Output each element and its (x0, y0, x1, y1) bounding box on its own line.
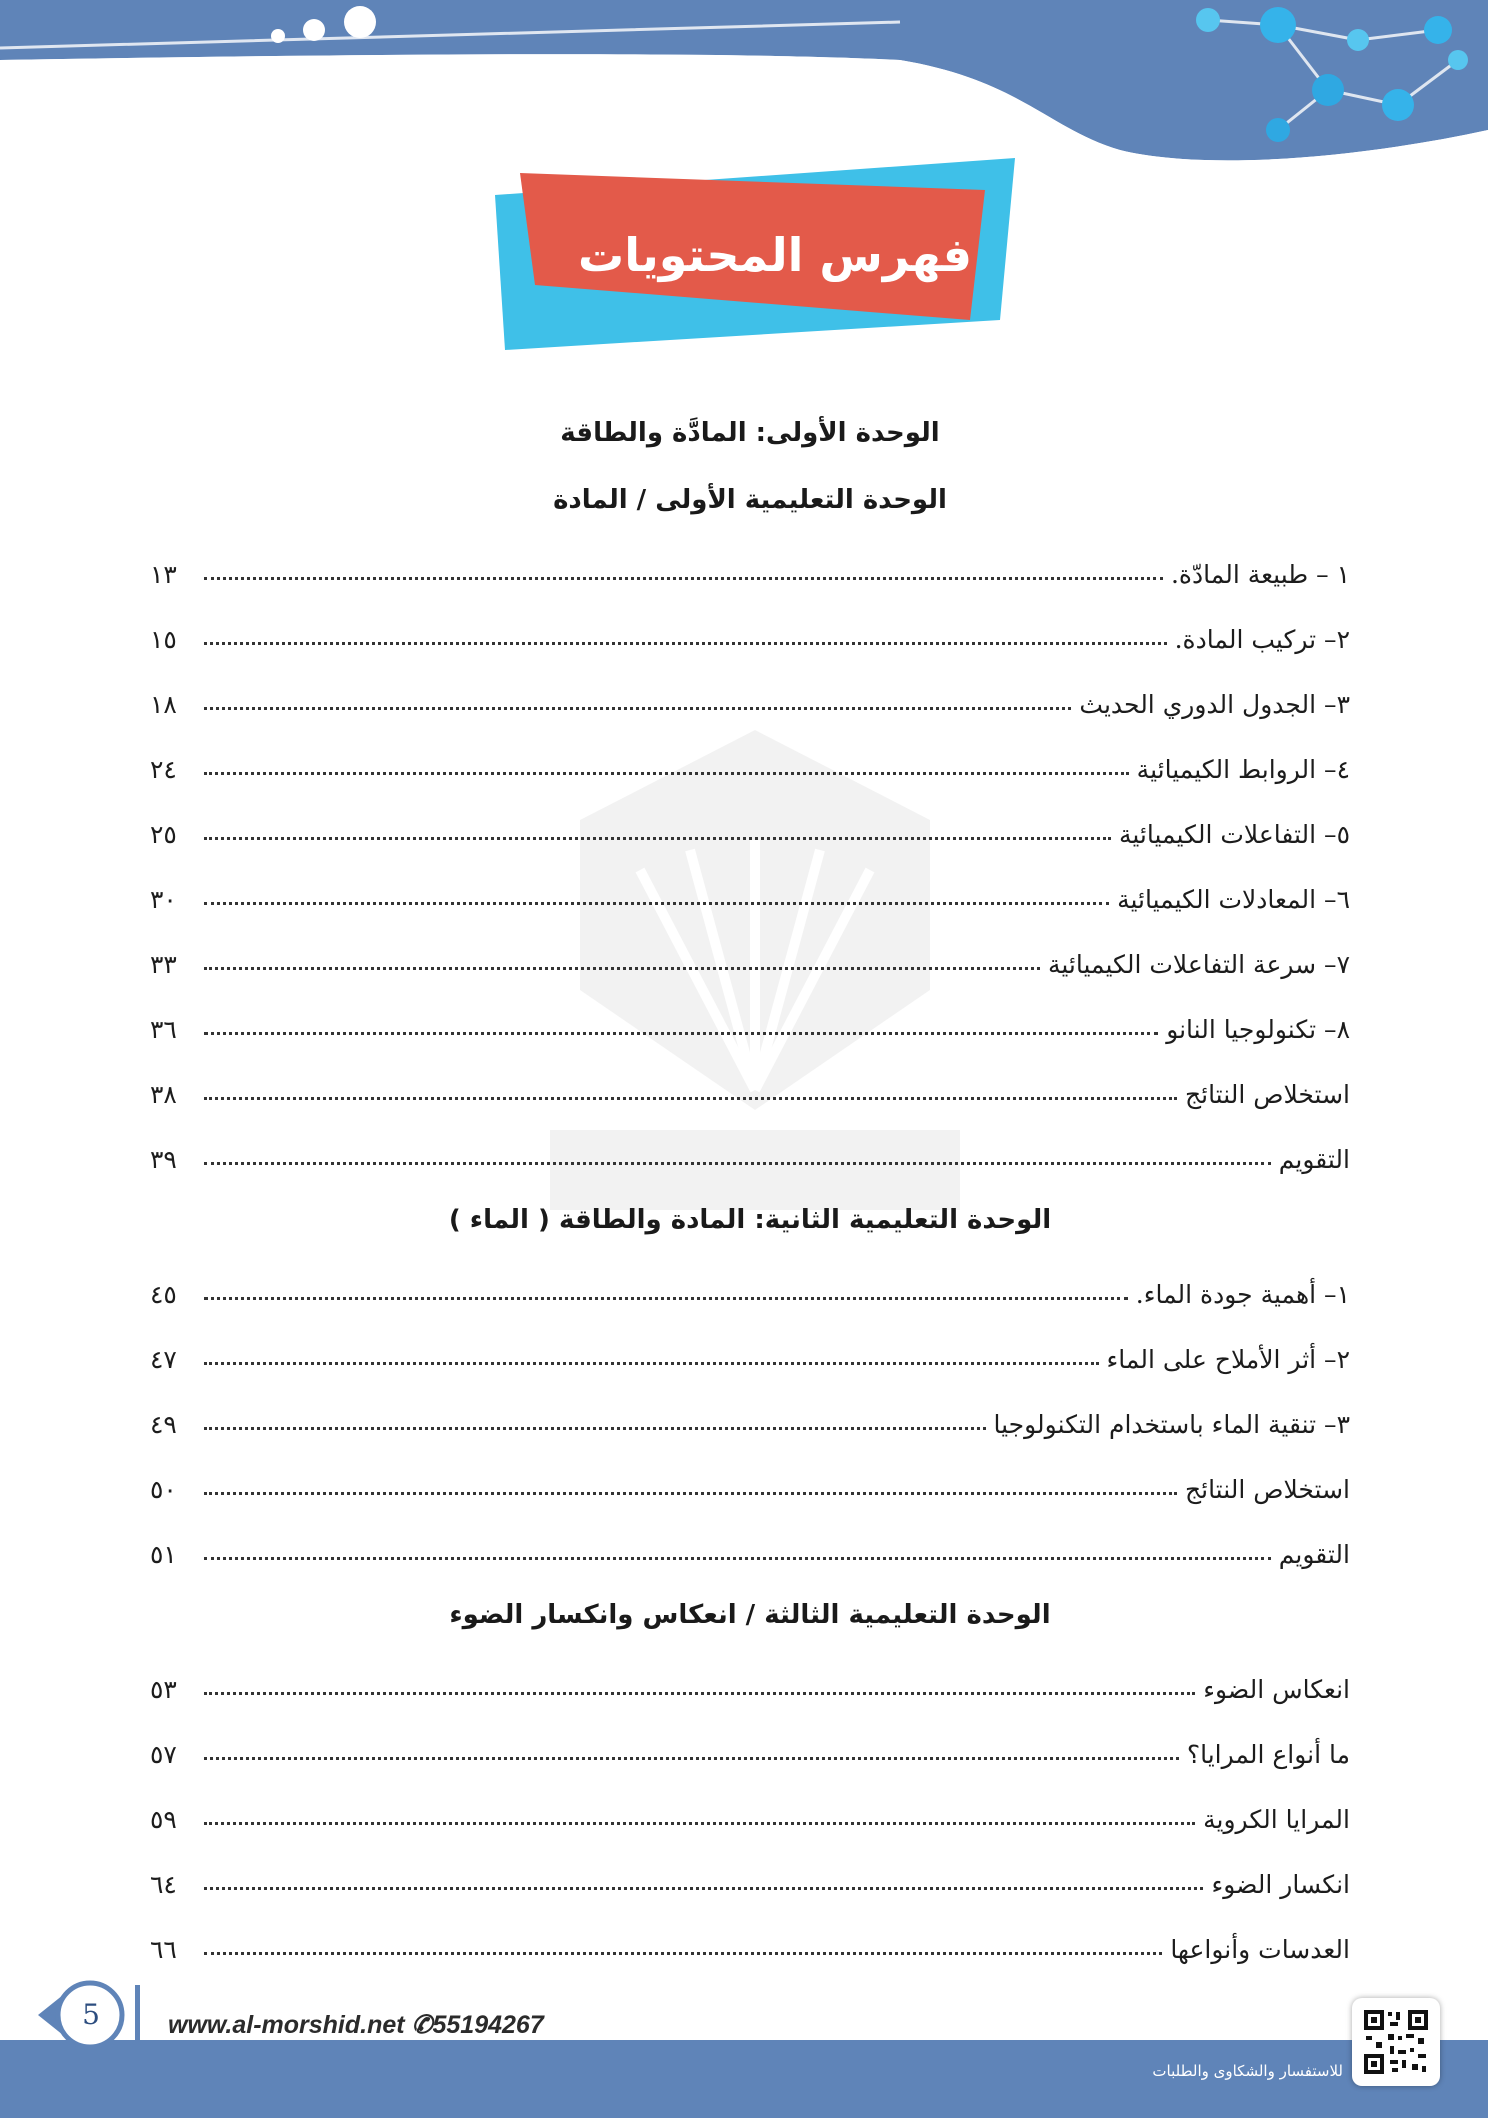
toc-entry-title: انعكاس الضوء (1203, 1675, 1350, 1704)
toc-entry-title: ٧– سرعة التفاعلات الكيميائية (1047, 950, 1350, 979)
dot-leader (204, 902, 1109, 905)
toc-entry-title: ٨– تكنولوجيا النانو (1166, 1015, 1350, 1044)
toc-entry[interactable] (150, 805, 1350, 849)
toc-entry-title: ١– أهمية جودة الماء. (1135, 1280, 1350, 1309)
section-heading: الوحدة التعليمية الثالثة / انعكاس وانكسار الضوء (449, 1600, 1051, 1630)
molecule-icon (1128, 0, 1488, 150)
toc-entry-page: ٣٠ (150, 885, 177, 914)
toc-entry-page: ٢٥ (150, 820, 177, 849)
toc-entry[interactable] (150, 1920, 1350, 1964)
toc-entry-page: ٣٩ (150, 1145, 177, 1174)
toc-entry-title: انكسار الضوء (1211, 1870, 1350, 1899)
toc-entry[interactable] (150, 1065, 1350, 1109)
toc-entry-title: التقويم (1278, 1540, 1350, 1569)
dot-leader (204, 1692, 1195, 1695)
toc-entry[interactable] (150, 1395, 1350, 1439)
dot-leader (204, 1032, 1158, 1035)
toc-entry[interactable] (150, 1265, 1350, 1309)
dot-leader (204, 1887, 1203, 1890)
toc-entry-page: ١٥ (150, 625, 177, 654)
toc-entry-page: ٦٦ (150, 1935, 177, 1964)
toc-entry[interactable] (150, 740, 1350, 784)
dot-leader (204, 1162, 1271, 1165)
section-heading: الوحدة التعليمية الثانية: المادة والطاقة ( الماء ) (448, 1205, 1052, 1235)
dot-leader (204, 1952, 1162, 1955)
toc-entry-title: ٤– الروابط الكيميائية (1136, 755, 1350, 784)
dot-leader (204, 642, 1167, 645)
dot-leader (204, 1757, 1179, 1760)
section-heading: الوحدة التعليمية الأولى / المادة (553, 485, 947, 515)
toc-entry-title: ١ – طبيعة المادّة. (1170, 560, 1350, 589)
toc-entry[interactable] (150, 1130, 1350, 1174)
dot-leader (204, 967, 1040, 970)
toc-entry[interactable] (150, 1525, 1350, 1569)
toc-entry-title: ٥– التفاعلات الكيميائية (1118, 820, 1350, 849)
toc-entry[interactable] (150, 870, 1350, 914)
toc-entry-page: ٤٧ (150, 1345, 177, 1374)
toc-entry-page: ٦٤ (150, 1870, 177, 1899)
toc-entry[interactable] (150, 675, 1350, 719)
toc-entry[interactable] (150, 1330, 1350, 1374)
toc-entry-page: ٣٦ (150, 1015, 177, 1044)
toc-entry-title: ما أنواع المرايا؟ (1186, 1740, 1350, 1769)
dot-leader (204, 577, 1163, 580)
toc-entry[interactable] (150, 1790, 1350, 1834)
dot-leader (204, 837, 1111, 840)
unit-heading: الوحدة الأولى: المادَّة والطاقة (560, 418, 940, 448)
toc-entry-page: ٥١ (150, 1540, 177, 1569)
qr-code-icon[interactable] (1352, 1998, 1440, 2086)
toc-entry[interactable] (150, 1855, 1350, 1899)
dot-leader (204, 1427, 986, 1430)
dot-leader (204, 1557, 1271, 1560)
toc-entry-page: ٣٨ (150, 1080, 177, 1109)
toc-entry-page: ١٨ (150, 690, 177, 719)
toc-entry-title: ٣– تنقية الماء باستخدام التكنولوجيا (993, 1410, 1350, 1439)
toc-entry-title: ٢– تركيب المادة. (1174, 625, 1350, 654)
toc-entry-page: ٣٣ (150, 950, 177, 979)
footer-contact[interactable]: www.al-morshid.net ✆55194267 (168, 2011, 544, 2039)
toc-entry-title: المرايا الكروية (1203, 1805, 1350, 1834)
toc-entry-title: ٦– المعادلات الكيميائية (1117, 885, 1350, 914)
toc-entry-page: ٥٣ (150, 1675, 177, 1704)
toc-entry-title: العدسات وأنواعها (1170, 1935, 1350, 1964)
title-banner (495, 155, 1025, 355)
toc-entry-title: استخلاص النتائج (1184, 1475, 1350, 1504)
dot-leader (204, 707, 1071, 710)
toc-entry-page: ٥٩ (150, 1805, 177, 1834)
toc-entry[interactable] (150, 935, 1350, 979)
toc-entry-page: ٥٧ (150, 1740, 177, 1769)
toc-entry-page: ٢٤ (150, 755, 177, 784)
toc-entry-title: التقويم (1278, 1145, 1350, 1174)
dot-leader (204, 1822, 1195, 1825)
dot-leader (204, 1362, 1099, 1365)
toc-entry-page: ٤٥ (150, 1280, 177, 1309)
qr-caption: للاستفسار والشكاوى والطلبات (1152, 2062, 1343, 2080)
toc-entry-page: ٥٠ (150, 1475, 177, 1504)
toc-entry-page: ١٣ (150, 560, 177, 589)
dot-leader (204, 1492, 1177, 1495)
page-number: 5 (82, 1998, 100, 2031)
toc-entry[interactable] (150, 1460, 1350, 1504)
toc-entry[interactable] (150, 1660, 1350, 1704)
page-title: فهرس المحتويات (578, 228, 973, 282)
toc-entry[interactable] (150, 1725, 1350, 1769)
dot-leader (204, 1297, 1128, 1300)
dot-leader (204, 1097, 1177, 1100)
toc-entry-title: ٢– أثر الأملاح على الماء (1106, 1345, 1350, 1374)
dot-leader (204, 772, 1129, 775)
toc-entry[interactable] (150, 1000, 1350, 1044)
toc-entry[interactable] (150, 545, 1350, 589)
toc-entry-page: ٤٩ (150, 1410, 177, 1439)
toc-entry-title: ٣– الجدول الدوري الحديث (1079, 690, 1350, 719)
toc-entry-title: استخلاص النتائج (1184, 1080, 1350, 1109)
toc-entry[interactable] (150, 610, 1350, 654)
